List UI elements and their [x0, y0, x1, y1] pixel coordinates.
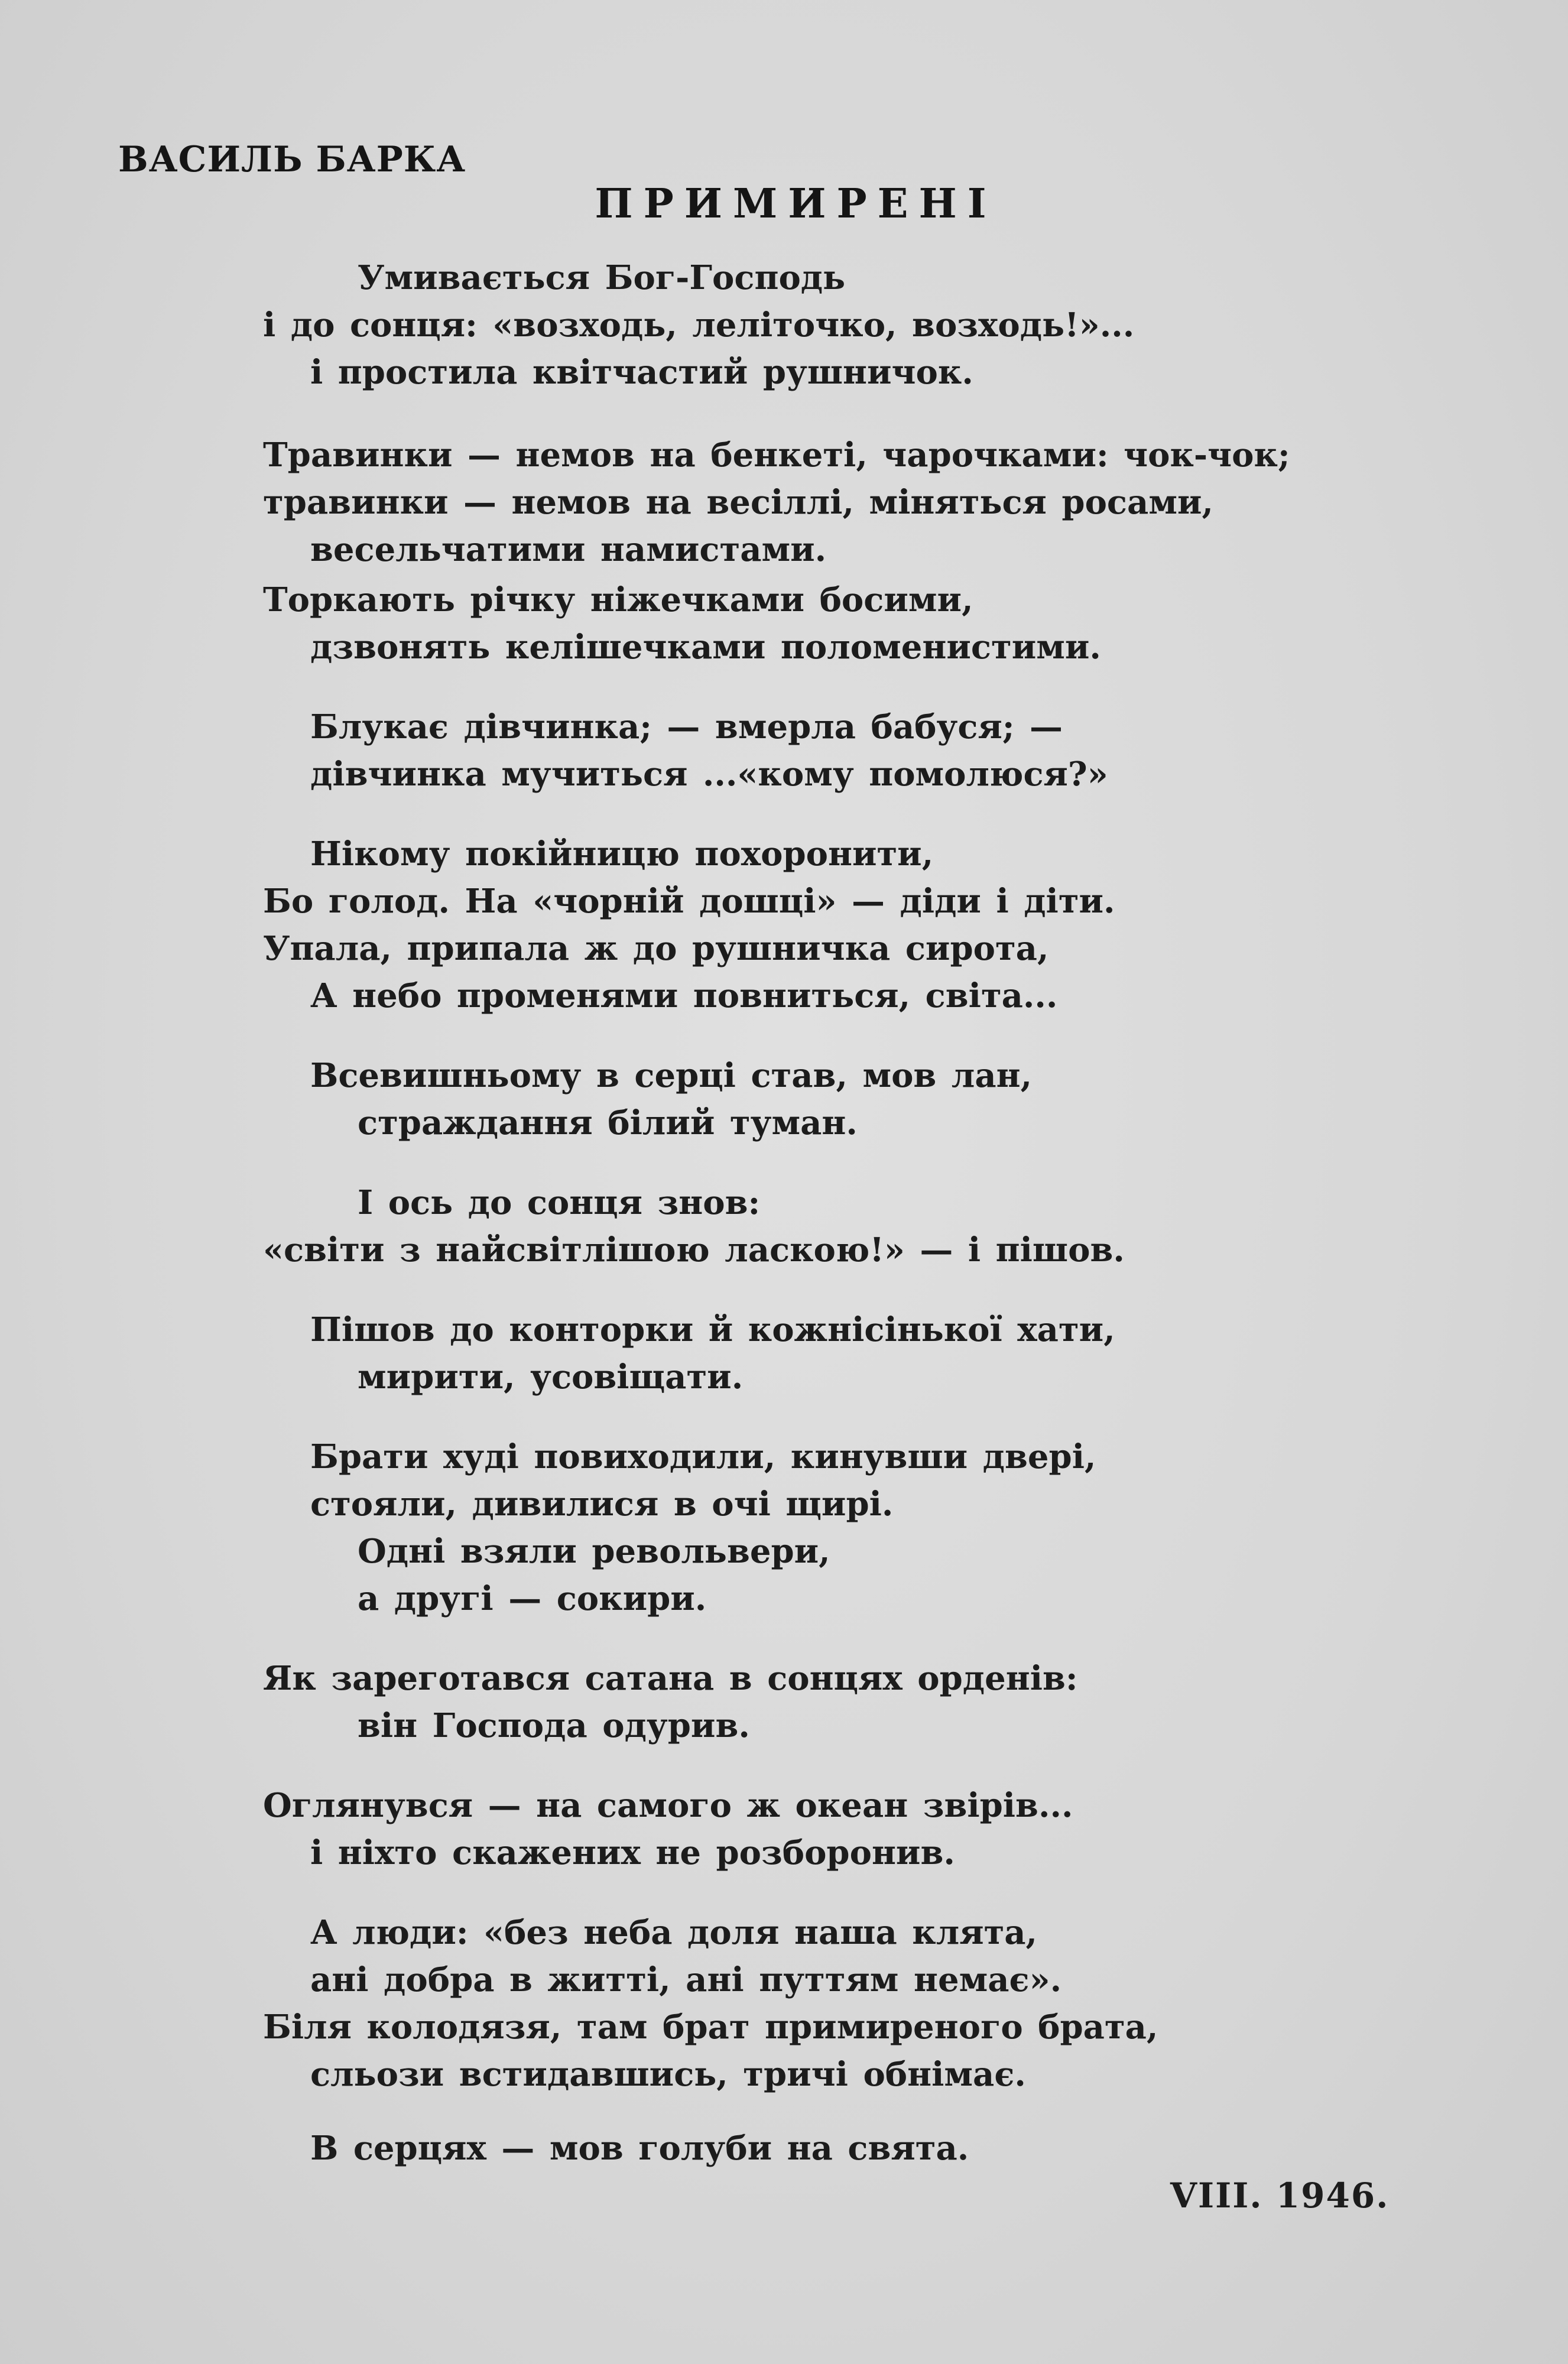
- poem-line: Пішов до конторки й кожнісінької хати,: [310, 1310, 1115, 1349]
- poem-line: Нікому покійницю похоронити,: [310, 834, 934, 873]
- poem-line: А люди: «без неба доля наша клята,: [310, 1913, 1038, 1952]
- poem-line: Як зареготався сатана в сонцях орденів:: [263, 1659, 1078, 1698]
- poem-line: сльози встидавшись, тричі обнімає.: [310, 2055, 1026, 2094]
- poem-line: він Господа одурив.: [358, 1706, 750, 1745]
- poem-line: Всевишньому в серці став, мов лан,: [310, 1056, 1033, 1095]
- poem-line: весельчатими намистами.: [310, 530, 827, 569]
- poem-line: Брати худі повиходили, кинувши двері,: [310, 1437, 1096, 1476]
- poem-line: Одні взяли револьвери,: [358, 1532, 830, 1571]
- poem-line: Блукає дівчинка; — вмерла бабуся; —: [310, 707, 1063, 746]
- poem-line: і простила квітчастий рушничок.: [310, 353, 973, 392]
- poem-line: Умивається Бог-Господь: [358, 258, 846, 297]
- poem-title: ПРИМИРЕНІ: [595, 180, 997, 228]
- poem-line: І ось до сонця знов:: [358, 1183, 761, 1222]
- poem-line: Оглянувся — на самого ж океан звірів...: [263, 1786, 1073, 1825]
- poem-line: травинки — немов на весіллі, міняться росами,: [263, 483, 1213, 522]
- poem-line: і до сонця: «возходь, леліточко, возходь!»...: [263, 306, 1135, 345]
- poem-line: ані добра в житті, ані путтям немає».: [310, 1960, 1062, 1999]
- poem-line: Бо голод. На «чорній дошці» — діди і діти.: [263, 882, 1115, 921]
- poem-line: А небо променями повниться, світа...: [310, 976, 1058, 1015]
- poem-date: VIII. 1946.: [1170, 2175, 1390, 2216]
- poem-line: «світи з найсвітлішою ласкою!» — і пішов.: [263, 1230, 1125, 1269]
- poem-line: дзвонять келішечками поломенистими.: [310, 628, 1101, 667]
- poem-line: страждання білий туман.: [358, 1103, 858, 1142]
- poem-line: стояли, дивилися в очі щирі.: [310, 1485, 894, 1524]
- poem-line: мирити, усовіщати.: [358, 1358, 744, 1397]
- poem-line: Біля колодязя, там брат примиреного брата,: [263, 2008, 1158, 2047]
- poem-line: а другі — сокири.: [358, 1579, 707, 1618]
- poem-line: Упала, припала ж до рушничка сирота,: [263, 929, 1049, 968]
- poem-line: і ніхто скажених не розборонив.: [310, 1833, 955, 1872]
- poem-line: дівчинка мучиться ...«кому помолюся?»: [310, 755, 1108, 794]
- poem-line: Травинки — немов на бенкеті, чарочками: чок-чок;: [263, 436, 1290, 475]
- author-name: ВАСИЛЬ БАРКА: [118, 139, 466, 180]
- poem-line: В серцях — мов голуби на свята.: [310, 2129, 969, 2168]
- poem-line: Торкають річку ніжечками босими,: [263, 580, 973, 619]
